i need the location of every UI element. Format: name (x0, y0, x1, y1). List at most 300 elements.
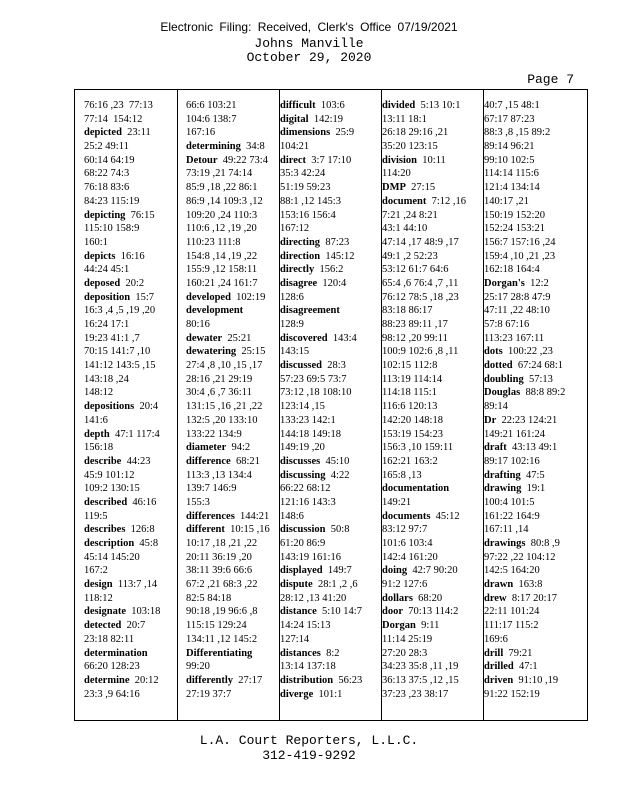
index-refs-line: 141:6 (84, 414, 108, 426)
index-word: direction (280, 250, 321, 262)
index-refs-line: 104:21 (280, 141, 310, 153)
index-refs-line: 26:18 29:16 ,21 (382, 127, 449, 139)
index-entry (280, 154, 362, 168)
index-refs-line: 44:24 45:1 (84, 264, 130, 276)
index-entry (382, 605, 466, 619)
index-entry (484, 345, 565, 359)
index-refs-line: 91:2 127:6 (382, 579, 428, 591)
index-entry (186, 523, 270, 537)
index-refs-line: 13:14 137:18 (280, 661, 336, 673)
index-refs-line: 45:9 101:12 (84, 469, 135, 481)
index-refs-line: 34:23 35:8 ,11 ,19 (382, 661, 459, 673)
index-entry (280, 304, 362, 318)
index-refs-line: 139:7 146:9 (186, 483, 237, 495)
index-refs: 94:2 (226, 442, 251, 454)
index-refs: 68:20 (412, 592, 443, 604)
index-word: directing (280, 236, 321, 248)
index-refs-line: 160:21 ,24 161:7 (186, 277, 258, 289)
index-entry (186, 441, 270, 455)
index-word: depicts (84, 250, 116, 262)
index-refs-line: 97:22 ,22 104:12 (484, 551, 556, 563)
index-word: Detour (186, 154, 218, 166)
index-entry (484, 537, 565, 551)
index-refs-line: 27:20 28:3 (382, 647, 428, 659)
index-refs-line: 49:1 ,2 52:23 (382, 250, 438, 262)
index-word: discusses (280, 455, 321, 467)
index-refs-line: 167:11 ,14 (484, 524, 529, 536)
index-word: discussing (280, 469, 326, 481)
index-refs: 101:1 (313, 688, 343, 700)
index-entry (484, 386, 565, 400)
index-refs: 28:1 ,2 ,6 (312, 579, 358, 591)
index-entry (186, 291, 270, 305)
index-entry (382, 592, 466, 606)
index-refs-line: 88:23 89:11 ,17 (382, 319, 448, 330)
index-word: deposed (84, 277, 121, 289)
index-refs-line: 10:17 ,18 ,21 ,22 (186, 538, 258, 549)
index-entry (382, 99, 466, 113)
index-entry (280, 688, 362, 702)
index-refs: 57:13 (523, 373, 553, 385)
index-refs-line: 128:9 (280, 319, 304, 330)
index-refs-line: 114:18 115:1 (382, 387, 437, 399)
index-refs-line: 89:14 96:21 (484, 141, 535, 153)
index-refs-line: 121:4 134:14 (484, 182, 540, 194)
index-word: doing (382, 565, 408, 577)
index-refs: 144:21 (234, 510, 270, 522)
index-refs: 100:22 ,23 (502, 346, 553, 358)
index-entry (382, 154, 466, 168)
index-refs-line: 25:17 28:8 47:9 (484, 291, 551, 303)
index-entry (186, 154, 270, 168)
index-refs-line: 155:3 (186, 496, 210, 508)
word-index-table (74, 89, 588, 721)
index-refs-line: 89:14 (484, 401, 508, 413)
index-word: Dorgan's (484, 277, 525, 289)
index-entry (84, 126, 160, 140)
index-refs-line: 142:5 164:20 (484, 565, 540, 577)
index-refs-line: 88:3 ,8 ,15 89:2 (484, 127, 551, 139)
index-refs-line: 109:2 130:15 (84, 483, 140, 495)
index-refs: 103:18 (126, 606, 161, 618)
index-refs-line: 167:16 (186, 127, 216, 139)
index-word: difficult (280, 100, 316, 111)
index-refs: 10:11 (417, 154, 446, 166)
index-refs-line: 22:11 101:24 (484, 606, 540, 618)
index-refs-line: 104:6 138:7 (186, 113, 237, 125)
index-word: division (382, 154, 418, 166)
index-refs-line: 153:19 154:23 (382, 428, 443, 440)
index-entry (382, 195, 466, 209)
index-refs-line: 89:17 102:16 (484, 455, 540, 467)
index-entry (84, 578, 160, 592)
index-refs-line: 36:13 37:5 ,12 ,15 (382, 674, 459, 686)
index-refs: 27:15 (405, 182, 436, 194)
index-word: dispute (280, 579, 313, 591)
index-word: determination (84, 647, 148, 659)
index-word: drawn (484, 579, 514, 591)
index-refs-line: 80:16 (186, 319, 210, 330)
index-refs-line: 47:11 ,22 48:10 (484, 305, 550, 317)
index-entry (280, 236, 362, 250)
index-word: discussed (280, 360, 323, 372)
index-entry (484, 647, 565, 661)
index-refs-line: 67:17 87:23 (484, 113, 535, 125)
index-refs-line: 133:23 142:1 (280, 414, 336, 426)
index-refs: 68:21 (230, 455, 260, 467)
index-refs-line: 99:10 102:5 (484, 154, 535, 166)
index-word: depositions (84, 401, 135, 413)
index-word: document (382, 195, 427, 207)
index-refs-line: 77:14 154:12 (84, 113, 143, 125)
index-refs-line: 14:24 15:13 (280, 620, 331, 632)
index-entry (84, 277, 160, 291)
index-refs: 45:10 (320, 455, 350, 467)
index-entry (186, 674, 270, 688)
index-word: differently (186, 674, 234, 686)
index-word: depicted (84, 127, 122, 139)
index-refs-line: 110:23 111:8 (186, 236, 241, 248)
index-refs-line: 84:23 115:19 (84, 195, 140, 207)
index-entry (280, 126, 362, 140)
index-refs: 20:7 (121, 620, 146, 632)
index-refs: 126:8 (125, 524, 155, 536)
index-refs-line: 20:11 36:19 ,20 (186, 551, 252, 563)
index-word: dotted (484, 360, 513, 372)
index-entry (280, 250, 362, 264)
index-refs-line: 100:9 102:6 ,8 ,11 (382, 346, 459, 358)
index-refs-line: 37:23 ,23 38:17 (382, 688, 449, 700)
index-entry (186, 304, 270, 318)
index-refs: 5:13 10:1 (415, 100, 461, 111)
index-refs-line: 67:2 ,21 68:3 ,22 (186, 579, 258, 591)
index-entry (84, 250, 160, 264)
index-refs: 25:21 (222, 332, 252, 344)
index-refs-line: 88:1 ,12 145:3 (280, 195, 341, 207)
index-refs-line: 115:15 129:24 (186, 620, 247, 632)
index-refs: 88:8 89:2 (520, 387, 566, 399)
index-refs: 50:8 (325, 524, 350, 536)
index-refs-line: 98:12 ,20 99:11 (382, 332, 448, 344)
index-refs-line: 142:4 161:20 (382, 551, 438, 563)
index-entry (84, 605, 160, 619)
index-word: Differentiating (186, 647, 253, 659)
index-refs-line: 140:17 ,21 (484, 195, 529, 207)
index-entry (186, 140, 270, 154)
index-word: drawing (484, 483, 522, 495)
index-refs-line: 47:14 ,17 48:9 ,17 (382, 236, 459, 248)
index-refs-line: 131:15 ,16 ,21 ,22 (186, 401, 263, 413)
index-refs-line: 65:4 ,6 76:4 ,7 ,11 (382, 277, 459, 289)
index-entry (280, 564, 362, 578)
index-refs-line: 30:4 ,6 ,7 36:11 (186, 387, 252, 399)
index-refs-line: 150:19 152:20 (484, 209, 545, 221)
index-refs-line: 91:22 152:19 (484, 688, 540, 700)
index-word: development (186, 305, 244, 317)
index-refs-line: 161:22 164:9 (484, 510, 540, 522)
index-entry (84, 428, 160, 442)
index-refs-line: 111:17 115:2 (484, 620, 539, 632)
reporter-phone: 312-419-9292 (262, 748, 356, 763)
index-refs-line: 142:20 148:18 (382, 414, 443, 426)
index-word: directly (280, 264, 315, 276)
index-refs-line: 149:19 ,20 (280, 442, 325, 454)
index-word: description (84, 538, 135, 549)
index-refs-line: 57:8 67:16 (484, 319, 530, 330)
index-refs-line: 68:22 74:3 (84, 168, 130, 180)
index-refs: 15:7 (130, 291, 155, 303)
index-refs-line: 40:7 ,15 48:1 (484, 100, 540, 111)
index-word: distribution (280, 674, 334, 686)
index-word: determine (84, 674, 130, 686)
index-refs-line: 23:3 ,9 64:16 (84, 688, 140, 700)
index-entry (280, 99, 362, 113)
index-refs-line: 149:21 (382, 496, 412, 508)
index-word: drafting (484, 469, 521, 481)
index-entry (186, 332, 270, 346)
index-entry (484, 660, 565, 674)
index-entry (280, 578, 362, 592)
index-word: different (186, 524, 225, 536)
index-word: driven (484, 674, 514, 686)
index-refs-line: 66:20 128:23 (84, 661, 140, 673)
index-refs-line: 76:18 83:6 (84, 182, 130, 194)
index-refs-line: 143:19 161:16 (280, 551, 341, 563)
index-refs-line: 90:18 ,19 96:6 ,8 (186, 606, 258, 618)
index-refs: 20:12 (129, 674, 159, 686)
index-refs-line: 114:14 115:6 (484, 168, 539, 180)
index-refs: 23:11 (121, 127, 151, 139)
index-refs-line: 113:3 ,13 134:4 (186, 469, 252, 481)
index-word: documents (382, 510, 431, 522)
index-word: Dr (484, 414, 497, 426)
index-entry (84, 496, 160, 510)
index-refs-line: 109:20 ,24 110:3 (186, 209, 258, 221)
index-word: dots (484, 346, 503, 358)
index-refs: 142:19 (308, 113, 344, 125)
index-refs-line: 16:3 ,4 ,5 ,19 ,20 (84, 305, 156, 317)
index-word: digital (280, 113, 309, 125)
index-entry (280, 113, 362, 127)
index-column-4 (382, 99, 466, 701)
index-refs: 7:12 ,16 (426, 195, 467, 207)
index-entry (186, 345, 270, 359)
index-refs-line: 162:18 164:4 (484, 264, 540, 276)
index-word: drawings (484, 538, 526, 549)
index-word: describe (84, 455, 122, 467)
index-refs: 19:1 (521, 483, 546, 495)
index-entry (484, 359, 565, 373)
index-refs-line: 148:12 (84, 387, 114, 399)
index-refs-line: 76:16 ,23 77:13 (84, 100, 153, 111)
index-refs: 67:24 68:1 (512, 360, 564, 372)
index-word: deposition (84, 291, 131, 303)
index-word: divided (382, 100, 416, 111)
index-entry (484, 482, 565, 496)
index-word: discovered (280, 332, 328, 344)
index-refs-line: 86:9 ,14 109:3 ,12 (186, 195, 263, 207)
index-refs-line: 127:14 (280, 633, 310, 645)
index-word: dewater (186, 332, 223, 344)
index-refs-line: 11:14 25:19 (382, 633, 433, 645)
index-refs-line: 7:21 ,24 8:21 (382, 209, 438, 221)
index-entry (186, 647, 270, 661)
index-refs-line: 83:18 86:17 (382, 305, 433, 317)
index-refs-line: 73:19 ,21 74:14 (186, 168, 253, 180)
index-word: described (84, 496, 128, 508)
index-refs: 149:7 (322, 565, 352, 577)
index-entry (382, 619, 466, 633)
index-refs-line: 116:6 120:13 (382, 401, 438, 413)
index-refs-line: 83:12 97:7 (382, 524, 428, 536)
index-refs-line: 35:20 123:15 (382, 141, 438, 153)
index-refs: 5:10 14:7 (316, 606, 362, 618)
index-refs-line: 152:24 153:21 (484, 223, 545, 235)
index-refs-line: 144:18 149:18 (280, 428, 341, 440)
index-refs-line: 167:12 (280, 223, 310, 235)
index-refs-line: 82:5 84:18 (186, 592, 232, 604)
index-entry (84, 523, 160, 537)
index-refs: 16:16 (115, 250, 145, 262)
index-refs-line: 133:22 134:9 (186, 428, 242, 440)
index-word: detected (84, 620, 122, 632)
index-refs-line: 123:14 ,15 (280, 401, 325, 413)
index-word: disagree (280, 277, 318, 289)
index-refs-line: 28:16 ,21 29:19 (186, 373, 253, 385)
index-entry (84, 209, 160, 223)
index-refs: 22:23 124:21 (496, 414, 558, 426)
index-refs: 45:12 (430, 510, 460, 522)
index-refs-line: 25:2 49:11 (84, 141, 129, 153)
index-entry (280, 263, 362, 277)
index-refs-line: 27:19 37:7 (186, 688, 232, 700)
index-refs-line: 162:21 163:2 (382, 455, 438, 467)
index-entry (84, 647, 160, 661)
index-refs: 20:4 (134, 401, 159, 413)
index-refs-line: 27:4 ,8 ,10 ,15 ,17 (186, 360, 263, 372)
index-refs: 102:19 (230, 291, 266, 303)
index-refs: 120:4 (317, 277, 347, 289)
index-entry (84, 455, 160, 469)
index-refs-line: 143:18 ,24 (84, 373, 129, 385)
index-word: doubling (484, 373, 524, 385)
index-entry (484, 277, 565, 291)
index-refs-line: 113:23 167:11 (484, 332, 545, 344)
index-refs: 103:6 (315, 100, 345, 111)
index-refs: 46:16 (127, 496, 157, 508)
index-refs: 113:7 ,14 (112, 579, 158, 591)
index-refs-line: 121:16 143:3 (280, 496, 336, 508)
page-number: Page 7 (527, 72, 574, 87)
index-refs-line: 154:8 ,14 ,19 ,22 (186, 250, 258, 262)
index-entry (280, 605, 362, 619)
index-entry (484, 441, 565, 455)
index-refs: 43:13 49:1 (506, 442, 558, 454)
index-refs: 25:9 (330, 127, 355, 139)
index-word: determining (186, 141, 241, 153)
index-refs: 12:2 (524, 277, 549, 289)
index-entry (484, 578, 565, 592)
index-entry (84, 619, 160, 633)
index-refs: 42:7 90:20 (407, 565, 458, 577)
index-word: differences (186, 510, 235, 522)
index-refs: 20:2 (120, 277, 145, 289)
index-refs-line: 156:18 (84, 442, 114, 454)
index-entry (280, 359, 362, 373)
reporter-name: L.A. Court Reporters, L.L.C. (199, 733, 419, 748)
index-refs-line: 43:1 44:10 (382, 223, 428, 235)
index-refs-line: 76:12 78:5 ,18 ,23 (382, 291, 459, 303)
index-refs: 28:3 (322, 360, 346, 372)
index-entry (484, 592, 565, 606)
index-refs: 79:21 (503, 647, 533, 659)
index-refs-line: 61:20 86:9 (280, 538, 326, 549)
index-entry (186, 455, 270, 469)
index-word: describes (84, 524, 126, 536)
index-refs-line: 70:15 141:7 ,10 (84, 346, 151, 358)
index-word: discussion (280, 524, 326, 536)
index-refs: 47:1 (513, 661, 538, 673)
index-word: displayed (280, 565, 323, 577)
index-refs-line: 153:16 156:4 (280, 209, 336, 221)
index-refs-line: 118:12 (84, 592, 113, 604)
index-word: disagreement (280, 305, 340, 317)
index-column-5 (484, 99, 565, 701)
index-refs: 9:11 (415, 620, 440, 632)
index-refs: 34:8 (240, 141, 265, 153)
index-entry (280, 523, 362, 537)
index-refs-line: 110:6 ,12 ,19 ,20 (186, 223, 257, 235)
index-refs-line: 100:4 101:5 (484, 496, 535, 508)
index-refs-line: 101:6 103:4 (382, 538, 433, 549)
index-refs: 49:22 73:4 (217, 154, 268, 166)
index-refs-line: 113:19 114:14 (382, 373, 443, 385)
index-refs: 47:1 117:4 (109, 428, 160, 440)
index-refs-line: 66:6 103:21 (186, 100, 237, 111)
index-refs-line: 148:6 (280, 510, 304, 522)
index-entry (484, 674, 565, 688)
index-refs: 47:5 (520, 469, 545, 481)
index-entry (280, 455, 362, 469)
index-word: Douglas (484, 387, 521, 399)
index-refs-line: 38:11 39:6 66:6 (186, 565, 253, 577)
index-refs-line: 13:11 18:1 (382, 113, 427, 125)
index-word: depicting (84, 209, 126, 221)
index-refs-line: 28:12 ,13 41:20 (280, 592, 347, 604)
index-entry (84, 400, 160, 414)
index-entry (484, 373, 565, 387)
index-word: dewatering (186, 346, 237, 358)
index-refs: 76:15 (125, 209, 155, 221)
index-refs-line: 73:12 ,18 108:10 (280, 387, 352, 399)
index-refs-line: 132:5 ,20 133:10 (186, 414, 258, 426)
index-entry (382, 181, 466, 195)
index-word: depth (84, 428, 110, 440)
index-refs: 145:12 (320, 250, 355, 262)
index-refs-line: 51:19 59:23 (280, 182, 331, 194)
index-entry (382, 482, 466, 496)
index-word: distances (280, 647, 321, 659)
index-refs-line: 156:7 157:16 ,24 (484, 236, 556, 248)
index-refs-line: 53:12 61:7 64:6 (382, 264, 449, 276)
index-refs-line: 66:22 68:12 (280, 483, 331, 495)
index-refs: 163:8 (513, 579, 543, 591)
index-refs-line: 141:12 143:5 ,15 (84, 360, 156, 372)
index-refs-line: 165:8 ,13 (382, 469, 422, 481)
index-refs-line: 134:11 ,12 145:2 (186, 633, 258, 645)
index-word: dimensions (280, 127, 331, 139)
index-refs: 3:7 17:10 (306, 154, 352, 166)
